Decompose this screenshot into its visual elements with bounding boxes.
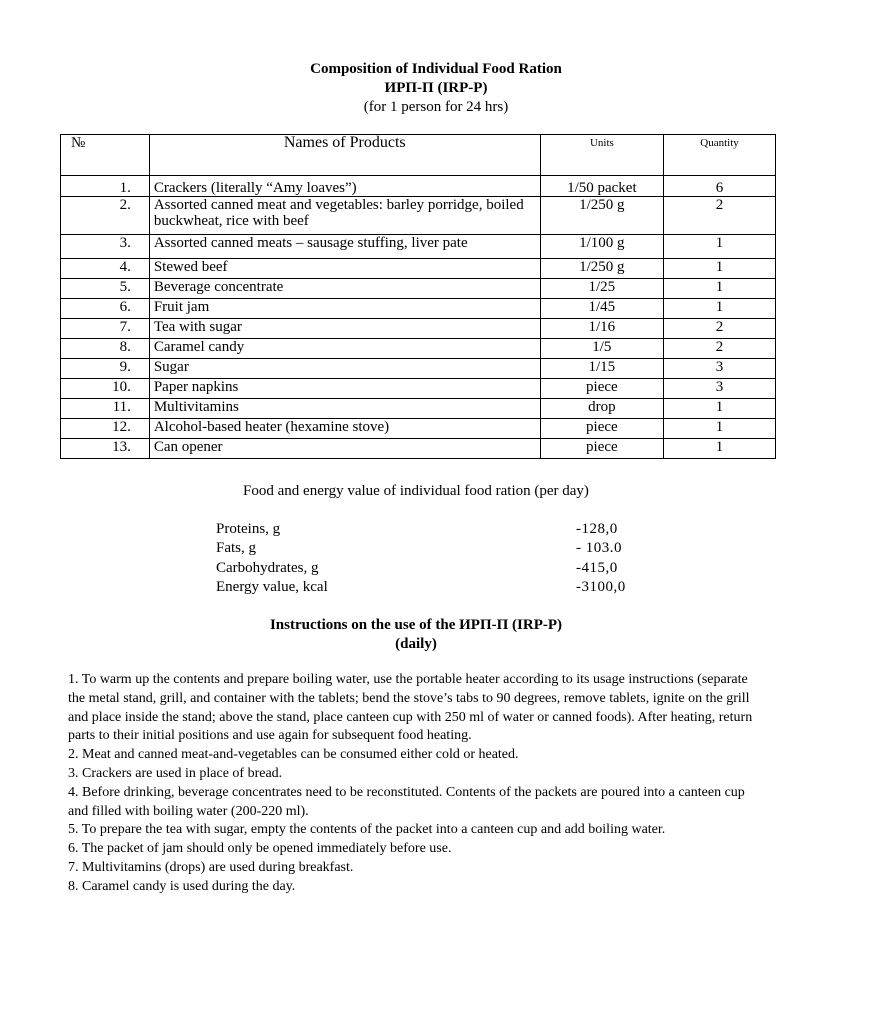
instruction-item: 5. To prepare the tea with sugar, empty the contents of the packet into a canteen cup and add boiling water.: [68, 822, 666, 838]
row-units: 1/250 g: [540, 197, 663, 235]
instruction-item: 6. The packet of jam should only be opened immediately before use.: [68, 841, 452, 857]
row-units: 1/15: [540, 359, 663, 379]
header-name: Names of Products: [149, 135, 540, 176]
row-name: Crackers (literally “Amy loaves”): [149, 176, 540, 197]
header-quantity: Quantity: [664, 135, 776, 176]
instruction-item: 3. Crackers are used in place of bread.: [68, 765, 283, 781]
row-units: 1/250 g: [540, 259, 663, 279]
nutrition-row: [216, 520, 636, 539]
instruction-item: 4. Before drinking, beverage concentrates need to be reconstituted. Contents of the packets are poured into a canteen cup and filled with boiling water (200-220 ml).: [68, 784, 745, 819]
row-quantity: 1: [664, 439, 776, 459]
nutrition-label: Carbohydrates, g: [216, 559, 319, 576]
row-quantity: 1: [664, 259, 776, 279]
row-quantity: 3: [664, 379, 776, 399]
row-name: Tea with sugar: [149, 319, 540, 339]
table-row: [61, 419, 776, 439]
row-units: 1/16: [540, 319, 663, 339]
nutrition-value: -128,0: [576, 521, 618, 537]
row-units: drop: [540, 399, 663, 419]
instruction-item: 2. Meat and canned meat-and-vegetables can be consumed either cold or heated.: [68, 747, 519, 763]
row-number: 8.: [61, 339, 150, 359]
nutrition-label: Proteins, g: [216, 521, 281, 537]
ration-table: [60, 134, 776, 459]
row-number: 12.: [61, 419, 150, 439]
row-name: Paper napkins: [149, 379, 540, 399]
table-row: [61, 299, 776, 319]
instructions-subtitle: (daily): [395, 636, 437, 652]
row-units: 1/5: [540, 339, 663, 359]
document-title: Composition of Individual Food Ration: [310, 61, 562, 77]
nutrition-value: -415,0: [576, 559, 618, 576]
row-name: Can opener: [149, 439, 540, 459]
row-number: 4.: [61, 259, 150, 279]
nutrition-row: [216, 539, 636, 558]
energy-title: Food and energy value of individual food ration (per day): [243, 483, 589, 499]
document-note: (for 1 person for 24 hrs): [363, 99, 509, 115]
instruction-item: 8. Caramel candy is used during the day.: [68, 878, 296, 894]
table-row: [61, 319, 776, 339]
row-name: Assorted canned meats – sausage stuffing, liver pate: [149, 235, 540, 259]
instructions-title: Instructions on the use of the ИРП-П (IRP-P): [269, 617, 563, 633]
table-row: [61, 439, 776, 459]
row-name: Stewed beef: [149, 259, 540, 279]
row-quantity: 2: [664, 197, 776, 235]
row-units: 1/45: [540, 299, 663, 319]
nutrition-row: [216, 559, 636, 578]
instruction-item: 7. Multivitamins (drops) are used during breakfast.: [68, 859, 354, 875]
row-quantity: 6: [664, 176, 776, 197]
row-quantity: 2: [664, 319, 776, 339]
row-units: 1/25: [540, 279, 663, 299]
table-row: [61, 379, 776, 399]
row-number: 11.: [61, 399, 150, 419]
row-name: Sugar: [149, 359, 540, 379]
row-name: Fruit jam: [149, 299, 540, 319]
row-number: 3.: [61, 235, 150, 259]
table-row: [61, 279, 776, 299]
row-quantity: 1: [664, 399, 776, 419]
table-row: [61, 197, 776, 235]
row-quantity: 2: [664, 339, 776, 359]
row-number: 7.: [61, 319, 150, 339]
row-number: 5.: [61, 279, 150, 299]
table-row: [61, 359, 776, 379]
table-row: [61, 259, 776, 279]
row-quantity: 1: [664, 299, 776, 319]
row-quantity: 1: [664, 419, 776, 439]
row-units: piece: [540, 379, 663, 399]
table-row: [61, 176, 776, 197]
row-number: 9.: [61, 359, 150, 379]
row-quantity: 1: [664, 279, 776, 299]
nutrition-label: Fats, g: [216, 540, 257, 557]
row-number: 6.: [61, 299, 150, 319]
instruction-item: 1. To warm up the contents and prepare boiling water, use the portable heater according to its usage instructions (separate the metal stand, grill, and container with the tablets; bend the stove’s tabs to 90 degrees, remove tablets, ignite on the grill and place inside the stand; above the stand, place canteen cup with 250 ml of water or canned foods). After heating, return parts to their initial positions and use again for subsequent food heating.: [68, 672, 753, 744]
nutrition-list: [216, 520, 636, 597]
row-units: piece: [540, 419, 663, 439]
row-number: 2.: [61, 197, 150, 235]
row-quantity: 1: [664, 235, 776, 259]
header-number: №: [61, 135, 150, 176]
nutrition-value: -3100,0: [576, 578, 626, 595]
row-number: 13.: [61, 439, 150, 459]
nutrition-value: - 103.0: [576, 540, 622, 557]
row-name: Beverage concentrate: [149, 279, 540, 299]
table-row: [61, 235, 776, 259]
row-units: piece: [540, 439, 663, 459]
row-name: Assorted canned meat and vegetables: barley porridge, boiled buckwheat, rice with beef: [149, 197, 540, 235]
row-number: 10.: [61, 379, 150, 399]
row-units: 1/50 packet: [540, 176, 663, 197]
nutrition-label: Energy value, kcal: [216, 578, 328, 595]
row-number: 1.: [61, 176, 150, 197]
instructions-list: [68, 671, 768, 897]
nutrition-row: [216, 578, 636, 597]
row-name: Caramel candy: [149, 339, 540, 359]
row-name: Alcohol-based heater (hexamine stove): [149, 419, 540, 439]
table-row: [61, 339, 776, 359]
table-row: [61, 399, 776, 419]
table-header-row: [61, 135, 776, 176]
row-quantity: 3: [664, 359, 776, 379]
row-name: Multivitamins: [149, 399, 540, 419]
document-subtitle: ИРП-П (IRP-P): [384, 80, 488, 96]
header-units: Units: [540, 135, 663, 176]
row-units: 1/100 g: [540, 235, 663, 259]
